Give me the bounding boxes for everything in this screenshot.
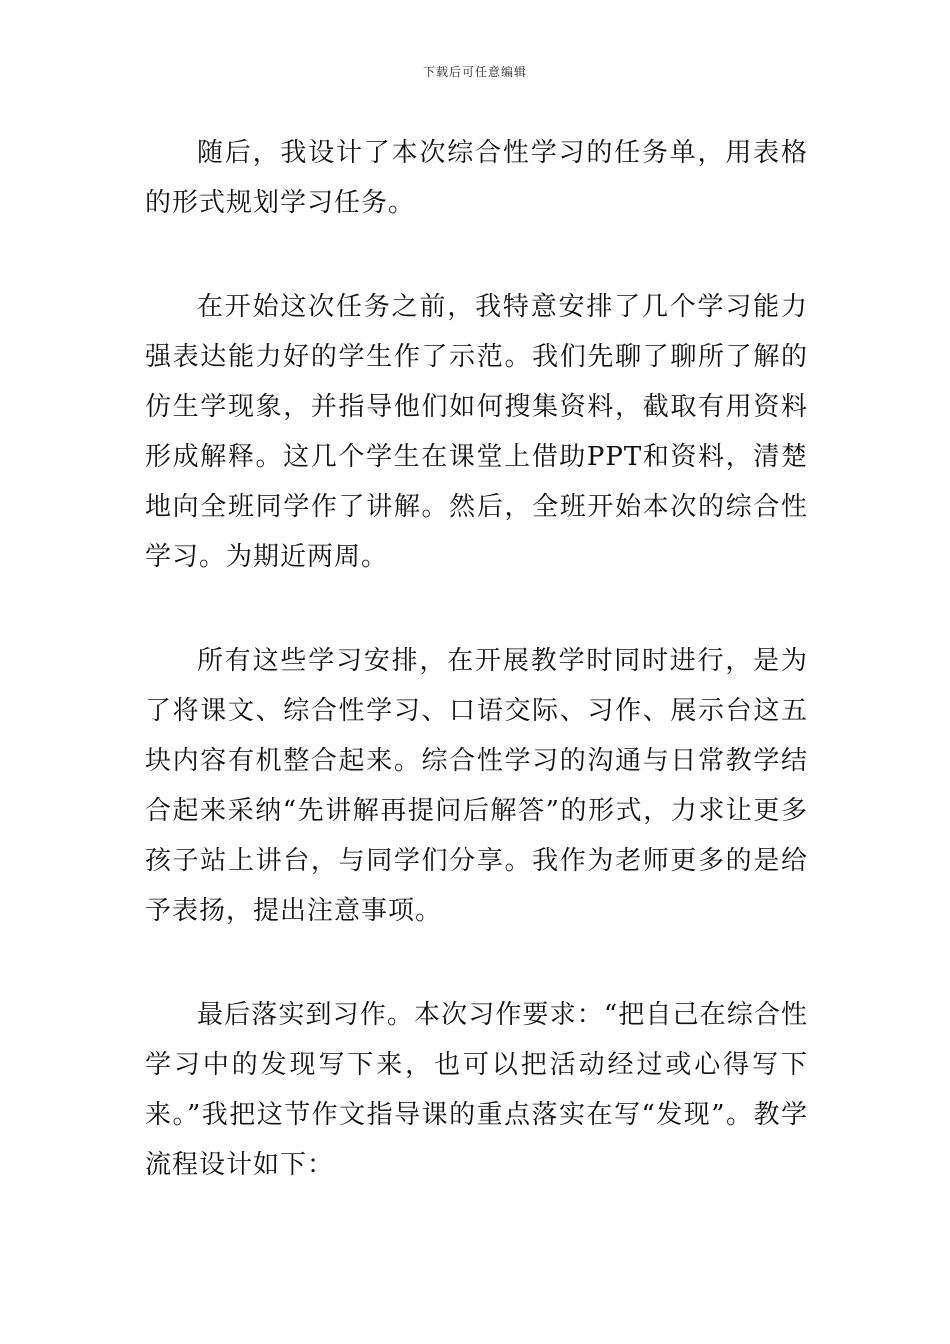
- document-body: [145, 128, 808, 1190]
- paragraph-demonstration: 在开始这次任务之前，我特意安排了几个学习能力强表达能力好的学生作了示范。我们先聊了聊所了解的仿生学现象，并指导他们如何搜集资料，截取有用资料形成解释。这几个学生在课堂上借助PPT和资料，清楚地向全班同学作了讲解。然后，全班开始本次的综合性学习。为期近两周。: [145, 292, 808, 572]
- paragraph-integration: 所有这些学习安排，在开展教学时同时进行，是为了将课文、综合性学习、口语交际、习作、展示台这五块内容有机整合起来。综合性学习的沟通与日常教学结合起来采纳“先讲解再提问后解答”的形式，力求让更多孩子站上讲台，与同学们分享。我作为老师更多的是给予表扬，提出注意事项。: [145, 646, 808, 926]
- page-header: 下载后可任意编辑: [422, 65, 527, 79]
- paragraph-task-sheet: 随后，我设计了本次综合性学习的任务单，用表格的形式规划学习任务。: [145, 138, 808, 218]
- paragraph-writing: 最后落实到习作。本次习作要求：“把自己在综合性学习中的发现写下来，也可以把活动经过或心得写下来。”我把这节作文指导课的重点落实在写“发现”。教学流程设计如下：: [145, 1000, 808, 1180]
